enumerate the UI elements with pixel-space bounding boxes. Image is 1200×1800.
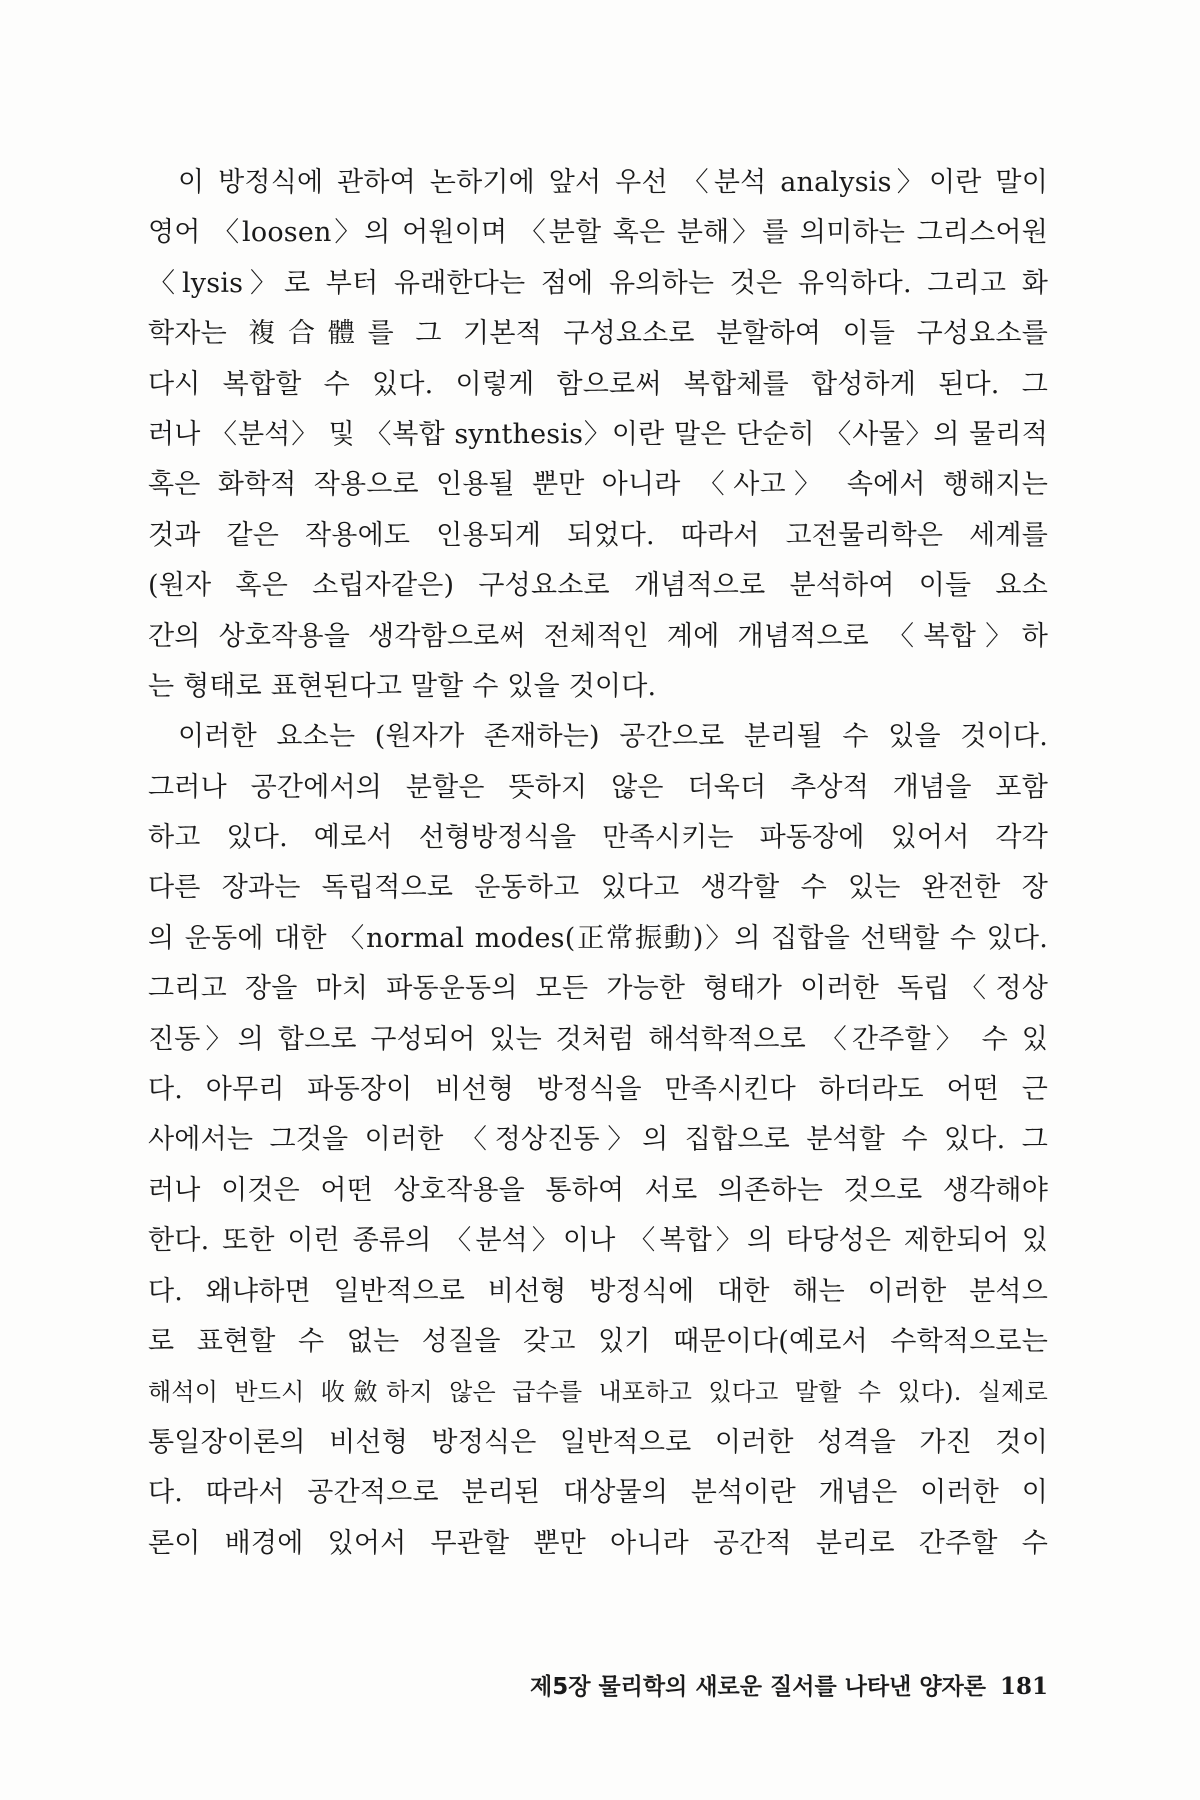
text-line: 진동〉의 합으로 구성되어 있는 것처럼 해석학적으로 〈간주할〉 수 있 — [148, 1023, 1048, 1055]
text-line: 간의 상호작용을 생각함으로써 전체적인 계에 개념적으로 〈복합〉하 — [148, 620, 1048, 652]
text-line: 학자는 複合體를 그 기본적 구성요소로 분할하여 이들 구성요소를 — [148, 318, 1048, 350]
text-line: 러나 이것은 어떤 상호작용을 통하여 서로 의존하는 것으로 생각해야 — [148, 1174, 1048, 1206]
text-line: 다. 따라서 공간적으로 분리된 대상물의 분석이란 개념은 이러한 이 — [148, 1477, 1048, 1509]
text-line: (원자 혹은 소립자같은) 구성요소로 개념적으로 분석하여 이들 요소 — [148, 570, 1048, 602]
text-line: 한다. 또한 이런 종류의 〈분석〉이나 〈복합〉의 타당성은 제한되어 있 — [148, 1225, 1048, 1257]
text-line: 그러나 공간에서의 분할은 뜻하지 않은 더욱더 추상적 개념을 포함 — [148, 771, 1048, 803]
text-line: 론이 배경에 있어서 무관할 뿐만 아니라 공간적 분리로 간주할 수 — [148, 1527, 1048, 1559]
text-line: 해석이 반드시 收斂하지 않은 급수를 내포하고 있다고 말할 수 있다). 실제로 — [148, 1378, 1048, 1407]
text-line: 〈lysis〉로 부터 유래한다는 점에 유의하는 것은 유익하다. 그리고 화 — [148, 267, 1048, 299]
text-line: 혹은 화학적 작용으로 인용될 뿐만 아니라 〈사고〉 속에서 행해지는 — [148, 469, 1048, 501]
text-line: 이 방정식에 관하여 논하기에 앞서 우선 〈분석 analysis〉이란 말이 — [178, 167, 1048, 198]
page-footer — [440, 1668, 1048, 1701]
text-line: 는 형태로 표현된다고 말할 수 있을 것이다. — [148, 670, 657, 702]
text-line: 이러한 요소는 (원자가 존재하는) 공간으로 분리될 수 있을 것이다. — [178, 721, 1048, 753]
text-line: 그리고 장을 마치 파동운동의 모든 가능한 형태가 이러한 독립〈정상 — [148, 973, 1048, 1005]
text-line: 하고 있다. 예로서 선형방정식을 만족시키는 파동장에 있어서 각각 — [148, 822, 1048, 854]
text-line: 다. 왜냐하면 일반적으로 비선형 방정식에 대한 해는 이러한 분석으 — [148, 1275, 1048, 1307]
text-line: 의 운동에 대한 〈normal modes(正常振動)〉의 집합을 선택할 수 있다. — [148, 922, 1048, 954]
running-head: 제5장 물리학의 새로운 질서를 나타낸 양자론 — [530, 1674, 986, 1700]
text-line: 로 표현할 수 없는 성질을 갖고 있기 때문이다(예로서 수학적으로는 — [148, 1325, 1048, 1357]
text-line: 사에서는 그것을 이러한 〈정상진동〉의 집합으로 분석할 수 있다. 그 — [148, 1124, 1048, 1156]
text-line: 통일장이론의 비선형 방정식은 일반적으로 이러한 성격을 가진 것이 — [148, 1426, 1048, 1458]
text-line: 러나 〈분석〉 및 〈복합 synthesis〉이란 말은 단순히 〈사물〉의 물리적 — [148, 418, 1048, 450]
text-line: 다. 아무리 파동장이 비선형 방정식을 만족시킨다 하더라도 어떤 근 — [148, 1074, 1048, 1106]
text-line: 영어 〈loosen〉의 어원이며 〈분할 혹은 분해〉를 의미하는 그리스어원 — [148, 217, 1048, 249]
text-line: 다시 복합할 수 있다. 이렇게 함으로써 복합체를 합성하게 된다. 그 — [148, 368, 1048, 400]
body-text — [148, 158, 1048, 1569]
text-line: 것과 같은 작용에도 인용되게 되었다. 따라서 고전물리학은 세계를 — [148, 519, 1048, 551]
page-number: 181 — [999, 1673, 1048, 1700]
text-line: 다른 장과는 독립적으로 운동하고 있다고 생각할 수 있는 완전한 장 — [148, 872, 1048, 904]
